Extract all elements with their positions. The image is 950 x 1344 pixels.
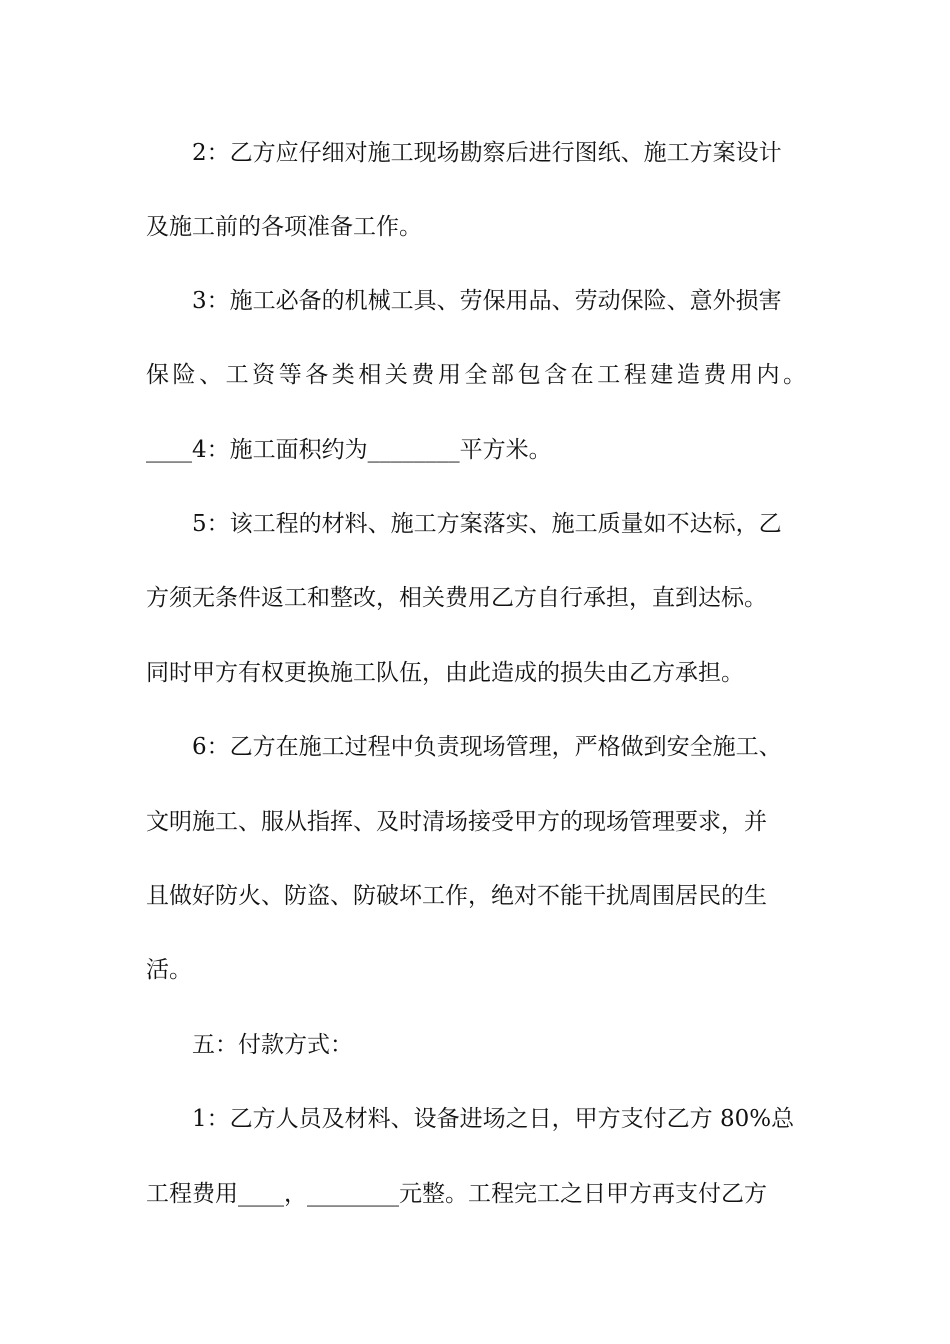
clause-2-line-1: 2：乙方应仔细对施工现场勘察后进行图纸、施工方案设计 [192,140,782,166]
clause-6-line-1: 6：乙方在施工过程中负责现场管理，严格做到安全施工、 [192,734,782,760]
clause-6-line-4: 活。 [146,957,192,983]
clause-5-line-1: 5：该工程的材料、施工方案落实、施工质量如不达标，乙 [192,511,782,537]
clause-5-line-3: 同时甲方有权更换施工队伍，由此造成的损失由乙方承担。 [146,660,744,686]
clause-3-line-2: 保险、工资等各类相关费用全部包含在工程建造费用内。 [146,362,806,388]
clause-5-line-2: 方须无条件返工和整改，相关费用乙方自行承担，直到达标。 [146,585,767,611]
payment-clause-1-line-1: 1：乙方人员及材料、设备进场之日，甲方支付乙方 80%总 [192,1106,795,1132]
payment-clause-1-line-2: 工程费用____，________元整。工程完工之日甲方再支付乙方 [146,1181,767,1207]
clause-2-line-2: 及施工前的各项准备工作。 [146,214,422,240]
clause-4-line-1: ____4：施工面积约为________平方米。 [146,437,552,463]
clause-6-line-2: 文明施工、服从指挥、及时清场接受甲方的现场管理要求，并 [146,809,767,835]
section-heading-payment: 五：付款方式： [192,1032,353,1058]
clause-3-line-1: 3：施工必备的机械工具、劳保用品、劳动保险、意外损害 [192,288,782,314]
clause-6-line-3: 且做好防火、防盗、防破坏工作，绝对不能干扰周围居民的生 [146,883,767,909]
